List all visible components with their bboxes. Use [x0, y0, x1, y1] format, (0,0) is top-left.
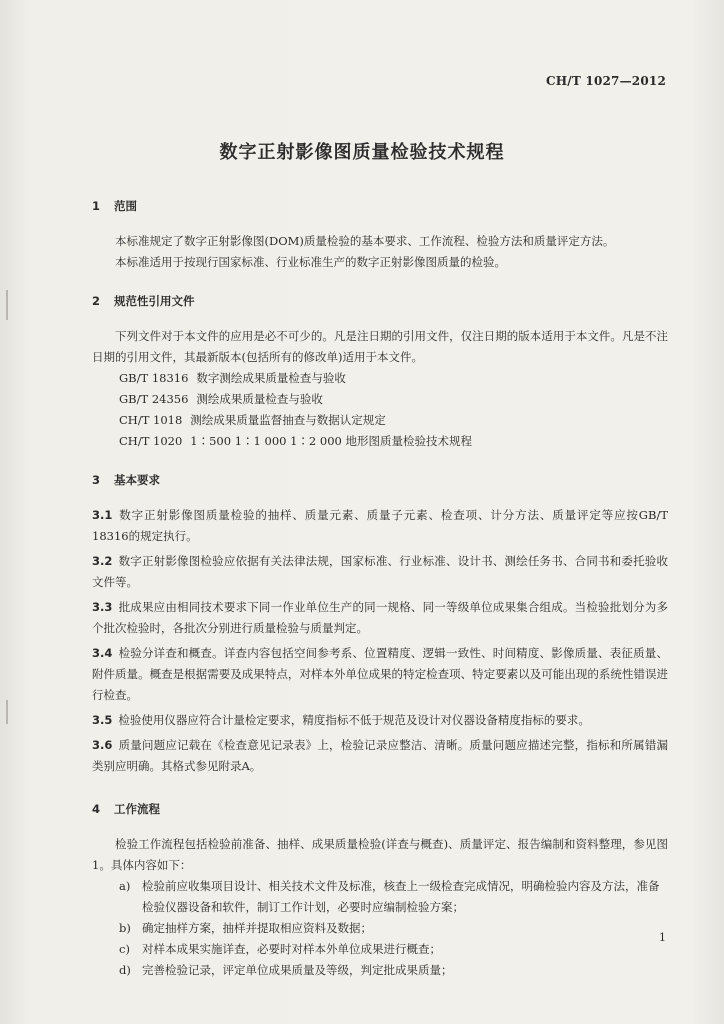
clause-text: 批成果应由相同技术要求下同一作业单位生产的同一规格、同一等级单位成果集合组成。当检验批划分为多个批次检验时，各批次分别进行质量检验与质量判定。	[92, 600, 668, 635]
section-heading-scope	[92, 196, 668, 217]
list-text: 检验前应收集项目设计、相关技术文件及标准，核查上一级检查完成情况，明确检验内容及方法，准备检验仪器设备和软件，制订工作计划，必要时应编制检验方案；	[142, 879, 660, 914]
paragraph: 下列文件对于本文件的应用是必不可少的。凡是注日期的引用文件，仅注日期的版本适用于本文件。凡是不注日期的引用文件，其最新版本(包括所有的修改单)适用于本文件。	[92, 329, 668, 364]
section-number: 1	[92, 199, 101, 213]
page-number: 1	[659, 931, 666, 944]
section-title: 范围	[114, 199, 137, 213]
scan-edge-mark	[6, 290, 8, 320]
reference-name: 1∶500 1∶1 000 1∶2 000 地形图质量检验技术规程	[190, 434, 473, 448]
section-number: 3	[92, 473, 101, 487]
clause	[92, 643, 668, 706]
paragraph: 本标准规定了数字正射影像图(DOM)质量检验的基本要求、工作流程、检验方法和质量评定方法。	[115, 234, 615, 248]
clause-text: 质量问题应记载在《检查意见记录表》上，检验记录应整洁、清晰。质量问题应描述完整，指标和所属错漏类别应明确。其格式参见附录A。	[92, 738, 668, 773]
standard-code: CH/T 1027—2012	[546, 74, 666, 88]
list-marker: c)	[119, 942, 130, 956]
reference-item	[92, 389, 668, 410]
reference-code: CH/T 1020	[119, 434, 183, 448]
reference-name: 测绘成果质量检查与验收	[196, 392, 323, 406]
clause	[92, 710, 668, 731]
reference-item	[92, 431, 668, 452]
list-text: 对样本成果实施详查，必要时对样本外单位成果进行概查；	[142, 942, 441, 956]
clause	[92, 735, 668, 777]
document-title: 数字正射影像图质量检验技术规程	[219, 142, 505, 163]
clause-number: 3.2	[92, 554, 113, 568]
scan-edge-mark	[6, 700, 8, 724]
paragraph: 检验工作流程包括检验前准备、抽样、成果质量检验(详查与概查)、质量评定、报告编制和资料整理，参见图1。具体内容如下：	[92, 837, 668, 872]
clause-text: 检验使用仪器应符合计量检定要求，精度指标不低于规范及设计对仪器设备精度指标的要求。	[118, 713, 590, 727]
clause-number: 3.4	[92, 646, 113, 660]
clause-number: 3.3	[92, 600, 113, 614]
clause-number: 3.6	[92, 738, 113, 752]
list-item	[92, 939, 668, 960]
reference-name: 测绘成果质量监督抽查与数据认定规定	[190, 413, 386, 427]
clause	[92, 597, 668, 639]
reference-code: GB/T 24356	[119, 392, 189, 406]
list-text: 完善检验记录，评定单位成果质量及等级，判定批成果质量；	[142, 963, 453, 977]
document-body	[92, 196, 668, 981]
section-number: 4	[92, 802, 101, 816]
clause	[92, 505, 668, 547]
clause-text: 数字正射影像图质量检验的抽样、质量元素、质量子元素、检查项、计分方法、质量评定等应按GB/T 18316的规定执行。	[92, 508, 668, 543]
list-marker: a)	[119, 879, 131, 893]
list-marker: d)	[119, 963, 131, 977]
clause-number: 3.1	[92, 508, 113, 522]
section-heading-references	[92, 291, 668, 312]
section-heading-basic-requirements	[92, 470, 668, 491]
reference-code: GB/T 18316	[119, 371, 189, 385]
paragraph: 本标准适用于按现行国家标准、行业标准生产的数字正射影像图质量的检验。	[115, 255, 506, 269]
reference-item	[92, 368, 668, 389]
list-item	[92, 876, 668, 918]
list-text: 确定抽样方案，抽样并提取相应资料及数据；	[142, 921, 372, 935]
reference-item	[92, 410, 668, 431]
section-number: 2	[92, 294, 101, 308]
clause-number: 3.5	[92, 713, 113, 727]
reference-name: 数字测绘成果质量检查与验收	[196, 371, 346, 385]
reference-code: CH/T 1018	[119, 413, 183, 427]
section-title: 基本要求	[114, 473, 160, 487]
list-marker: b)	[119, 921, 131, 935]
list-item	[92, 960, 668, 981]
clause-text: 检验分详查和概查。详查内容包括空间参考系、位置精度、逻辑一致性、时间精度、影像质量、表征质量、附件质量。概查是根据需要及成果特点，对样本外单位成果的特定检查项、特定要素以及可能出现的系统性错误进行检查。	[92, 646, 668, 702]
clause	[92, 551, 668, 593]
section-heading-workflow	[92, 799, 668, 820]
list-item	[92, 918, 668, 939]
section-title: 工作流程	[114, 802, 160, 816]
section-title: 规范性引用文件	[114, 294, 195, 308]
clause-text: 数字正射影像图检验应依据有关法律法规，国家标准、行业标准、设计书、测绘任务书、合同书和委托验收文件等。	[92, 554, 668, 589]
